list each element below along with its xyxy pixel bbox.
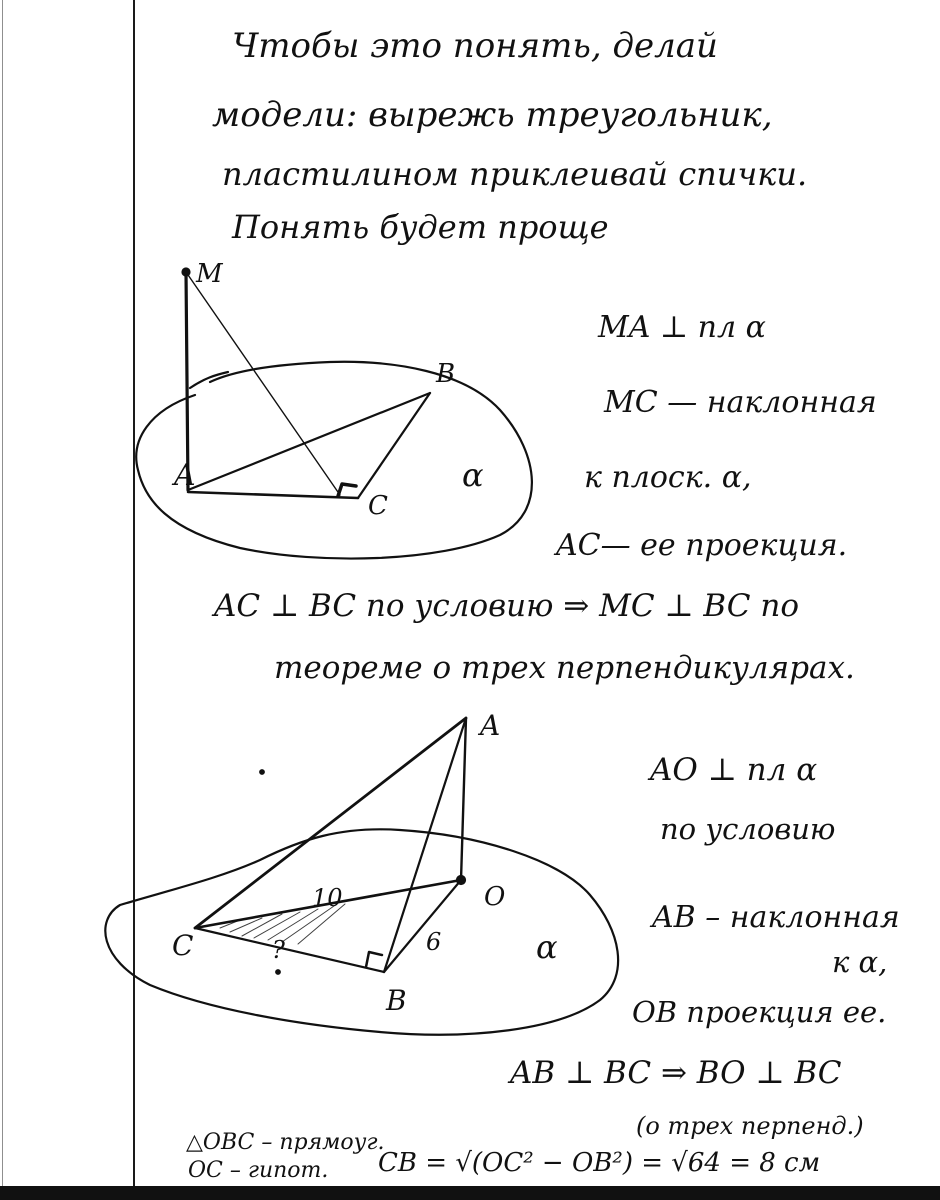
segment-bc	[358, 393, 430, 498]
dot-question	[276, 970, 280, 974]
dot-left	[260, 770, 264, 774]
label-ob-length: 6	[426, 928, 442, 956]
ac-perp-bc-line: AC ⊥ BC по условию ⇒ MC ⊥ BC по	[214, 588, 799, 624]
segment-ac	[188, 492, 358, 498]
label-alpha: α	[462, 456, 484, 494]
label-c: C	[368, 491, 388, 521]
label-co-length: 10	[312, 884, 343, 912]
ab-perp-bc-implies-bo-perp-bc: AB ⊥ BC ⇒ BO ⊥ BC	[510, 1055, 842, 1091]
segment-cb	[195, 928, 384, 972]
label-a-2: A	[480, 709, 501, 742]
fig2-note-ab-inclined: AB – наклонная	[652, 900, 900, 935]
intro-line-4: Понять будет проще	[232, 208, 609, 246]
oc-hypotenuse: OC – гипот.	[188, 1158, 329, 1183]
intro-line-3: пластилином приклеивай спички.	[222, 155, 808, 193]
label-cb-unknown: ?	[272, 936, 285, 964]
figure-1	[136, 269, 532, 559]
fig1-note-to-plane: к плоск. α,	[584, 460, 752, 495]
fig1-note-ma-perp: MA ⊥ пл α	[598, 310, 766, 345]
triangle-obc-right: △OBC – прямоуг.	[186, 1130, 385, 1155]
segment-ao	[461, 718, 466, 880]
label-o-2: O	[484, 882, 506, 912]
intro-line-2: модели: вырежь треугольник,	[212, 95, 773, 135]
fig1-note-projection: AC— ее проекция.	[556, 528, 848, 563]
right-angle-mark-b	[366, 952, 382, 967]
segment-ob	[384, 880, 461, 972]
three-perpendiculars-line: теореме о трех перпендикулярах.	[274, 650, 855, 686]
point-o	[457, 876, 465, 884]
fig2-note-ob-projection: OB проекция ее.	[632, 995, 887, 1029]
segment-ab-2	[384, 718, 466, 972]
label-alpha-2: α	[536, 928, 558, 966]
point-m	[183, 269, 190, 276]
segment-ab	[188, 393, 430, 490]
segment-mc	[186, 272, 340, 495]
three-perpendiculars-note: (о трех перпенд.)	[636, 1112, 864, 1140]
label-m: M	[196, 259, 223, 289]
cb-formula: CB = √(OC² − OB²) = √64 = 8 см	[378, 1148, 821, 1178]
fig2-note-ao-perp: AO ⊥ пл α	[650, 752, 818, 788]
figure-2	[105, 718, 618, 1035]
label-b: B	[436, 359, 456, 389]
fig2-note-by-condition: по условию	[660, 812, 836, 846]
right-angle-mark-c	[338, 484, 356, 496]
label-c-2: C	[172, 929, 194, 962]
fig2-note-to-alpha: к α,	[832, 945, 888, 979]
page-bottom-band	[0, 1186, 940, 1200]
intro-line-1: Чтобы это понять, делай	[232, 26, 718, 66]
label-b-2: B	[386, 984, 407, 1017]
label-a: A	[174, 458, 196, 493]
fig1-note-mc-inclined: MC — наклонная	[604, 385, 877, 420]
